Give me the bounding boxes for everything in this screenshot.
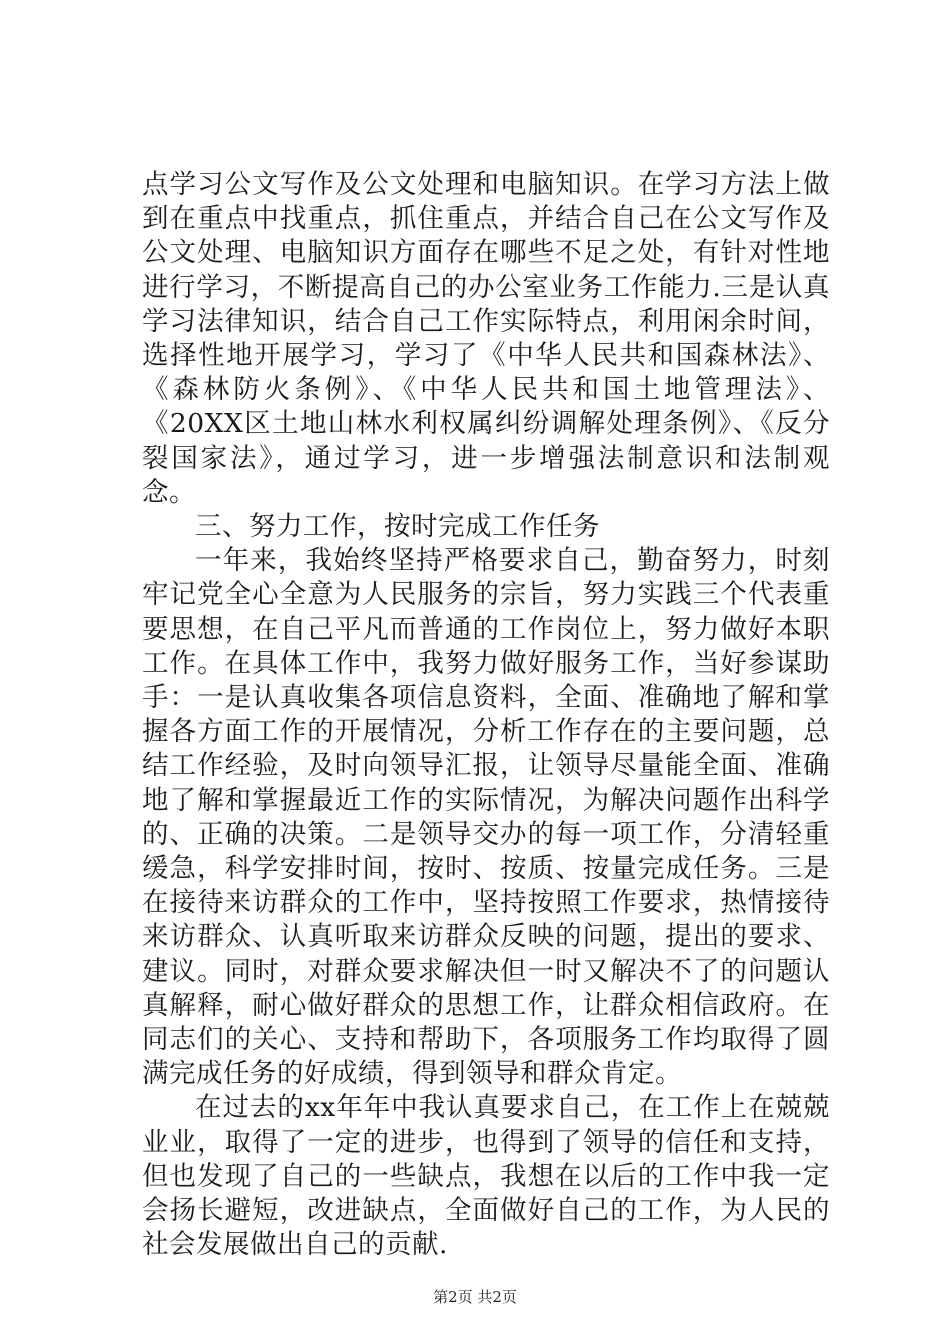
paragraph-2: 一年来，我始终坚持严格要求自己，勤奋努力，时刻牢记党全心全意为人民服务的宗旨，努力实践三个代表重要思想，在自己平凡而普通的工作岗位上，努力做好本职工作。在具体工作中，我努力做好服务工作，当好参谋助手：一是认真收集各项信息资料，全面、准确地了解和掌握各方面工作的开展情况，分析工作存在的主要问题，总结工作经验，及时向领导汇报，让领导尽量能全面、准确地了解和掌握最近工作的实际情况，为解决问题作出科学的、正确的决策。二是领导交办的每一项工作，分清轻重缓急，科学安排时间，按时、按质、按量完成任务。三是在接待来访群众的工作中，坚持按照工作要求，热情接待来访群众、认真听取来访群众反映的问题，提出的要求、建议。同时，对群众要求解决但一时又解决不了的问题认真解释，耐心做好群众的思想工作，让群众相信政府。在同志们的关心、支持和帮助下，各项服务工作均取得了圆满完成任务的好成绩，得到领导和群众肯定。 [142, 545, 830, 1090]
document-body [142, 168, 830, 1263]
paragraph-1: 点学习公文写作及公文处理和电脑知识。在学习方法上做到在重点中找重点，抓住重点，并结合自己在公文写作及公文处理、电脑知识方面存在哪些不足之处，有针对性地进行学习，不断提高自己的办公室业务工作能力.三是认真学习法律知识，结合自己工作实际特点，利用闲余时间，选择性地开展学习，学习了《中华人民共和国森林法》、《森林防火条例》、《中华人民共和国土地管理法》、《20XX区土地山林水利权属纠纷调解处理条例》、《反分裂国家法》，通过学习，进一步增强法制意识和法制观念。 [142, 169, 830, 508]
section-heading: 三、努力工作，按时完成工作任务 [195, 511, 600, 543]
page-number-footer: 第2页 共2页 [433, 1288, 517, 1306]
paragraph-3: 在过去的xx年年中我认真要求自己，在工作上在兢兢业业，取得了一定的进步，也得到了领导的信任和支持，但也发现了自己的一些缺点，我想在以后的工作中我一定会扬长避短，改进缺点，全面做好自己的工作，为人民的社会发展做出自己的贡献. [142, 1092, 830, 1261]
